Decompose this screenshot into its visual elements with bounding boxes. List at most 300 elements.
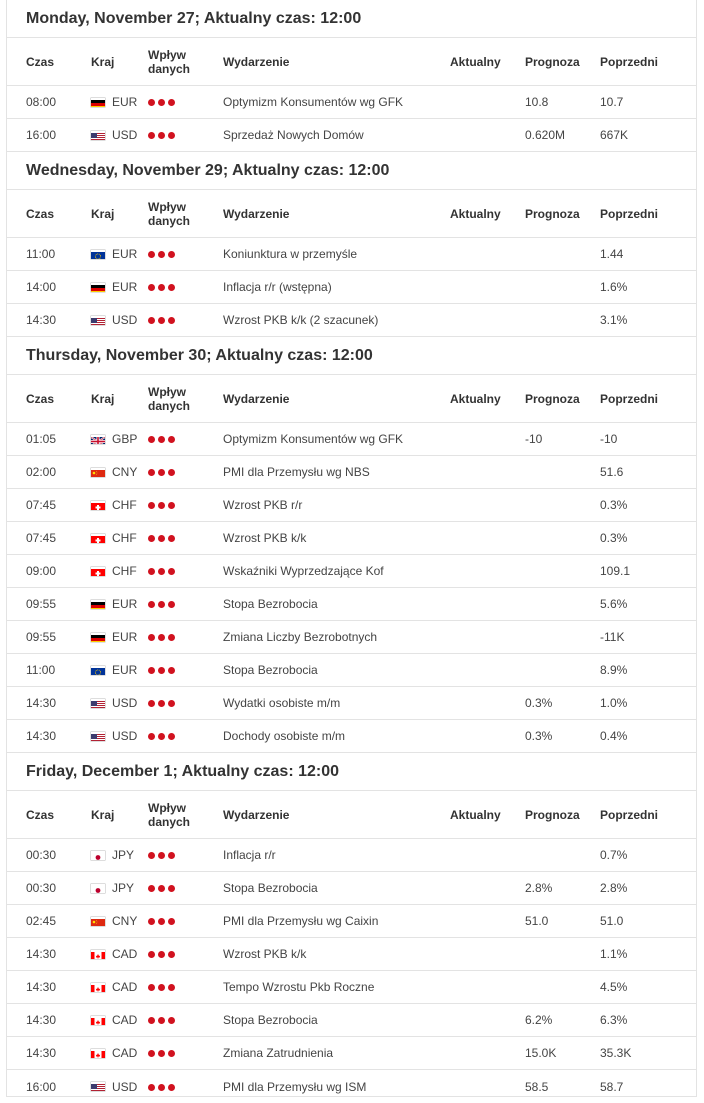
- event-previous: -11K: [600, 630, 625, 644]
- flag-gb-icon: [91, 435, 105, 444]
- impact-dot-icon: [168, 951, 175, 958]
- flag-cn-icon: [91, 917, 105, 926]
- flag-us-icon: [91, 1082, 105, 1091]
- impact-dot-icon: [158, 667, 165, 674]
- event-name[interactable]: Stopa Bezrobocia: [223, 663, 318, 677]
- impact-dot-icon: [168, 918, 175, 925]
- impact-dot-icon: [158, 601, 165, 608]
- event-row[interactable]: [7, 687, 696, 720]
- event-time: 14:30: [26, 1013, 57, 1027]
- currency-code: JPY: [112, 848, 135, 862]
- event-time: 14:30: [26, 980, 57, 994]
- flag-us-icon: [91, 732, 105, 741]
- event-country: [72, 630, 148, 644]
- event-forecast: 51.0: [525, 914, 549, 928]
- flag-jp-icon: [91, 884, 105, 893]
- impact-dot-icon: [158, 1084, 165, 1091]
- currency-code: CHF: [112, 531, 137, 545]
- event-name[interactable]: PMI dla Przemysłu wg ISM: [223, 1079, 367, 1094]
- impact-indicator: [148, 630, 223, 644]
- currency-code: EUR: [112, 280, 138, 294]
- event-row[interactable]: [7, 489, 696, 522]
- event-previous: 0.3%: [600, 498, 628, 512]
- impact-dot-icon: [158, 469, 165, 476]
- event-country: [72, 597, 148, 611]
- impact-indicator: [148, 663, 223, 677]
- event-row[interactable]: [7, 1004, 696, 1037]
- impact-dot-icon: [148, 667, 155, 674]
- impact-dot-icon: [168, 436, 175, 443]
- event-forecast: 6.2%: [525, 1013, 553, 1027]
- impact-dot-icon: [158, 132, 165, 139]
- currency-code: EUR: [112, 247, 138, 261]
- event-row[interactable]: [7, 839, 696, 872]
- col-event: Wydarzenie: [223, 807, 290, 822]
- flag-us-icon: [91, 699, 105, 708]
- event-name[interactable]: Inflacja r/r (wstępna): [223, 280, 332, 294]
- event-forecast: 0.3%: [525, 729, 553, 743]
- col-impact: [148, 200, 223, 228]
- event-name[interactable]: Stopa Bezrobocia: [223, 881, 318, 895]
- event-time: 14:30: [26, 729, 57, 743]
- event-row[interactable]: [7, 119, 696, 152]
- impact-dot-icon: [148, 99, 155, 106]
- impact-indicator: [148, 432, 223, 446]
- impact-indicator: [148, 247, 223, 261]
- event-row[interactable]: [7, 423, 696, 456]
- event-country: [72, 531, 148, 545]
- event-country: [72, 465, 148, 479]
- impact-dot-icon: [158, 251, 165, 258]
- event-name[interactable]: Wzrost PKB r/r: [223, 498, 303, 512]
- col-previous: Poprzedni: [600, 391, 659, 406]
- impact-dot-icon: [148, 251, 155, 258]
- flag-ch-icon: [91, 534, 105, 543]
- col-country: Kraj: [91, 391, 115, 406]
- event-name[interactable]: Inflacja r/r: [223, 848, 276, 862]
- currency-code: USD: [112, 128, 138, 142]
- event-time: 16:00: [26, 1079, 57, 1094]
- col-previous: Poprzedni: [600, 807, 659, 822]
- event-country: [72, 1046, 148, 1060]
- event-previous: 4.5%: [600, 980, 628, 994]
- event-name[interactable]: Wzrost PKB k/k: [223, 947, 307, 961]
- impact-indicator: [148, 980, 223, 994]
- event-name[interactable]: Zmiana Zatrudnienia: [223, 1046, 334, 1060]
- impact-dot-icon: [168, 1050, 175, 1057]
- impact-dot-icon: [158, 284, 165, 291]
- event-row[interactable]: [7, 86, 696, 119]
- impact-dot-icon: [148, 918, 155, 925]
- impact-indicator: [148, 531, 223, 545]
- impact-dot-icon: [158, 1050, 165, 1057]
- event-name[interactable]: Stopa Bezrobocia: [223, 597, 318, 611]
- impact-dot-icon: [148, 951, 155, 958]
- event-time: 14:30: [26, 313, 57, 327]
- currency-code: EUR: [112, 663, 138, 677]
- event-previous: 0.4%: [600, 729, 628, 743]
- currency-code: USD: [112, 1079, 138, 1094]
- event-time: 14:30: [26, 947, 57, 961]
- event-time: 07:45: [26, 498, 57, 512]
- event-row[interactable]: [7, 654, 696, 687]
- col-time: Czas: [26, 807, 55, 822]
- event-country: [72, 881, 148, 895]
- impact-dot-icon: [148, 984, 155, 991]
- event-time: 02:00: [26, 465, 57, 479]
- event-row[interactable]: [7, 238, 696, 271]
- impact-indicator: [148, 128, 223, 142]
- impact-dot-icon: [148, 469, 155, 476]
- col-time: Czas: [26, 206, 55, 221]
- col-actual: Aktualny: [450, 807, 501, 822]
- event-country: [72, 95, 148, 109]
- col-impact: [148, 801, 223, 829]
- event-previous: 6.3%: [600, 1013, 628, 1027]
- col-impact-line2: danych: [148, 213, 191, 228]
- flag-ca-icon: [91, 1016, 105, 1025]
- flag-ch-icon: [91, 567, 105, 576]
- impact-indicator: [148, 729, 223, 743]
- impact-indicator: [148, 881, 223, 895]
- col-country: Kraj: [91, 54, 115, 69]
- impact-dot-icon: [168, 700, 175, 707]
- impact-dot-icon: [158, 918, 165, 925]
- currency-code: EUR: [112, 597, 138, 611]
- col-event: Wydarzenie: [223, 54, 290, 69]
- event-time: 01:05: [26, 432, 57, 446]
- event-row[interactable]: [7, 1037, 696, 1070]
- event-row[interactable]: [7, 971, 696, 1004]
- impact-dot-icon: [158, 885, 165, 892]
- event-name[interactable]: Stopa Bezrobocia: [223, 1013, 318, 1027]
- event-previous: 1.0%: [600, 696, 628, 710]
- event-name[interactable]: Tempo Wzrostu Pkb Roczne: [223, 980, 375, 994]
- impact-dot-icon: [148, 535, 155, 542]
- event-name[interactable]: PMI dla Przemysłu wg NBS: [223, 465, 370, 479]
- impact-dot-icon: [148, 852, 155, 859]
- impact-dot-icon: [168, 667, 175, 674]
- impact-dot-icon: [158, 634, 165, 641]
- day-header: Friday, December 1; Aktualny czas: 12:00: [7, 753, 696, 791]
- currency-code: EUR: [112, 630, 138, 644]
- impact-dot-icon: [148, 317, 155, 324]
- col-impact: [148, 385, 223, 413]
- event-country: [72, 1080, 148, 1094]
- event-forecast: 0.620M: [525, 128, 566, 142]
- event-country: [72, 848, 148, 862]
- currency-code: CNY: [112, 914, 138, 928]
- event-country: [72, 1013, 148, 1027]
- impact-dot-icon: [158, 317, 165, 324]
- impact-indicator: [148, 1046, 223, 1060]
- event-previous: 1.1%: [600, 947, 628, 961]
- flag-de-icon: [91, 633, 105, 642]
- col-impact-line1: Wpływ: [148, 384, 186, 399]
- event-previous: 10.7: [600, 95, 624, 109]
- day-header: Monday, November 27; Aktualny czas: 12:00: [7, 0, 696, 38]
- impact-dot-icon: [148, 132, 155, 139]
- event-row[interactable]: [7, 905, 696, 938]
- event-previous: 667K: [600, 128, 629, 142]
- event-country: [72, 696, 148, 710]
- currency-code: JPY: [112, 881, 135, 895]
- col-forecast: Prognoza: [525, 391, 580, 406]
- impact-dot-icon: [158, 951, 165, 958]
- impact-dot-icon: [168, 469, 175, 476]
- impact-dot-icon: [168, 568, 175, 575]
- col-impact-line1: Wpływ: [148, 199, 186, 214]
- event-row[interactable]: [7, 588, 696, 621]
- event-time: 14:00: [26, 280, 57, 294]
- currency-code: CAD: [112, 947, 138, 961]
- event-forecast: 10.8: [525, 95, 549, 109]
- flag-ch-icon: [91, 501, 105, 510]
- event-forecast: 58.5: [525, 1079, 549, 1094]
- col-actual: Aktualny: [450, 206, 501, 221]
- flag-ca-icon: [91, 983, 105, 992]
- event-row[interactable]: [7, 522, 696, 555]
- col-time: Czas: [26, 54, 55, 69]
- impact-dot-icon: [158, 99, 165, 106]
- impact-dot-icon: [168, 601, 175, 608]
- impact-indicator: [148, 914, 223, 928]
- economic-calendar: [6, 0, 697, 1097]
- event-name[interactable]: Optymizm Konsumentów wg GFK: [223, 432, 404, 446]
- col-impact-line2: danych: [148, 61, 191, 76]
- impact-dot-icon: [168, 99, 175, 106]
- event-country: [72, 498, 148, 512]
- event-previous: 0.3%: [600, 531, 628, 545]
- col-previous: Poprzedni: [600, 206, 659, 221]
- event-time: 09:55: [26, 597, 57, 611]
- event-name[interactable]: Sprzedaż Nowych Domów: [223, 128, 364, 142]
- impact-dot-icon: [168, 284, 175, 291]
- col-forecast: Prognoza: [525, 807, 580, 822]
- impact-dot-icon: [148, 1017, 155, 1024]
- impact-dot-icon: [168, 132, 175, 139]
- impact-dot-icon: [168, 885, 175, 892]
- event-country: [72, 128, 148, 142]
- impact-dot-icon: [168, 1017, 175, 1024]
- currency-code: CHF: [112, 564, 137, 578]
- impact-indicator: [148, 465, 223, 479]
- impact-dot-icon: [148, 436, 155, 443]
- event-name[interactable]: Koniunktura w przemyśle: [223, 247, 358, 261]
- event-name[interactable]: PMI dla Przemysłu wg Caixin: [223, 914, 379, 928]
- impact-indicator: [148, 564, 223, 578]
- event-country: [72, 564, 148, 578]
- event-row[interactable]: [7, 456, 696, 489]
- impact-dot-icon: [158, 535, 165, 542]
- col-previous: Poprzedni: [600, 54, 659, 69]
- event-previous: -10: [600, 432, 618, 446]
- flag-de-icon: [91, 283, 105, 292]
- event-row[interactable]: [7, 621, 696, 654]
- impact-dot-icon: [158, 436, 165, 443]
- impact-dot-icon: [158, 700, 165, 707]
- event-country: [72, 729, 148, 743]
- col-country: Kraj: [91, 807, 115, 822]
- flag-de-icon: [91, 600, 105, 609]
- impact-dot-icon: [148, 700, 155, 707]
- event-time: 11:00: [26, 663, 56, 677]
- column-header-row: [7, 190, 696, 238]
- event-row[interactable]: [7, 720, 696, 753]
- impact-indicator: [148, 597, 223, 611]
- event-name[interactable]: Wydatki osobiste m/m: [223, 696, 341, 710]
- impact-dot-icon: [158, 502, 165, 509]
- impact-dot-icon: [158, 852, 165, 859]
- impact-dot-icon: [148, 1084, 155, 1091]
- currency-code: CAD: [112, 980, 138, 994]
- flag-us-icon: [91, 316, 105, 325]
- impact-indicator: [148, 313, 223, 327]
- event-time: 00:30: [26, 848, 57, 862]
- impact-dot-icon: [148, 634, 155, 641]
- impact-indicator: [148, 280, 223, 294]
- impact-dot-icon: [168, 1084, 175, 1091]
- col-time: Czas: [26, 391, 55, 406]
- event-previous: 0.7%: [600, 848, 628, 862]
- flag-eu-icon: [91, 666, 105, 675]
- col-impact-line1: Wpływ: [148, 800, 186, 815]
- col-event: Wydarzenie: [223, 206, 290, 221]
- event-row[interactable]: [7, 938, 696, 971]
- flag-ca-icon: [91, 950, 105, 959]
- currency-code: EUR: [112, 95, 138, 109]
- impact-dot-icon: [158, 568, 165, 575]
- impact-dot-icon: [148, 502, 155, 509]
- flag-jp-icon: [91, 851, 105, 860]
- event-previous: 51.0: [600, 914, 624, 928]
- impact-indicator: [148, 95, 223, 109]
- event-row[interactable]: [7, 555, 696, 588]
- event-previous: 51.6: [600, 465, 624, 479]
- event-row[interactable]: [7, 304, 696, 337]
- impact-indicator: [148, 947, 223, 961]
- column-header-row: [7, 38, 696, 86]
- col-event: Wydarzenie: [223, 391, 290, 406]
- event-time: 16:00: [26, 128, 57, 142]
- event-row[interactable]: [7, 872, 696, 905]
- impact-indicator: [148, 848, 223, 862]
- impact-dot-icon: [148, 284, 155, 291]
- event-country: [72, 313, 148, 327]
- currency-code: GBP: [112, 432, 138, 446]
- currency-code: CAD: [112, 1013, 138, 1027]
- col-forecast: Prognoza: [525, 54, 580, 69]
- event-name[interactable]: Optymizm Konsumentów wg GFK: [223, 95, 404, 109]
- impact-dot-icon: [168, 317, 175, 324]
- impact-dot-icon: [158, 733, 165, 740]
- col-impact-line2: danych: [148, 814, 191, 829]
- event-time: 09:55: [26, 630, 57, 644]
- event-name[interactable]: Zmiana Liczby Bezrobotnych: [223, 630, 378, 644]
- event-previous: 58.7: [600, 1079, 624, 1094]
- impact-dot-icon: [168, 634, 175, 641]
- event-country: [72, 247, 148, 261]
- flag-us-icon: [91, 131, 105, 140]
- currency-code: CNY: [112, 465, 138, 479]
- impact-dot-icon: [148, 733, 155, 740]
- impact-dot-icon: [168, 251, 175, 258]
- event-previous: 3.1%: [600, 313, 628, 327]
- event-previous: 8.9%: [600, 663, 628, 677]
- column-header-row: [7, 791, 696, 839]
- flag-ca-icon: [91, 1049, 105, 1058]
- impact-indicator: [148, 696, 223, 710]
- event-name[interactable]: Wzrost PKB k/k (2 szacunek): [223, 313, 379, 327]
- column-header-row: [7, 375, 696, 423]
- col-forecast: Prognoza: [525, 206, 580, 221]
- event-previous: 5.6%: [600, 597, 628, 611]
- impact-dot-icon: [168, 733, 175, 740]
- flag-cn-icon: [91, 468, 105, 477]
- event-previous: 35.3K: [600, 1046, 632, 1060]
- event-country: [72, 663, 148, 677]
- event-name[interactable]: Wskaźniki Wyprzedzające Kof: [223, 564, 384, 578]
- event-time: 14:30: [26, 696, 57, 710]
- col-impact: [148, 48, 223, 76]
- col-impact-line2: danych: [148, 398, 191, 413]
- impact-dot-icon: [158, 984, 165, 991]
- event-previous: 109.1: [600, 564, 631, 578]
- col-actual: Aktualny: [450, 391, 501, 406]
- impact-indicator: [148, 498, 223, 512]
- impact-dot-icon: [168, 852, 175, 859]
- event-country: [72, 980, 148, 994]
- event-forecast: 2.8%: [525, 881, 553, 895]
- impact-dot-icon: [148, 1050, 155, 1057]
- event-row[interactable]: [7, 1070, 696, 1103]
- event-forecast: -10: [525, 432, 543, 446]
- day-header: Thursday, November 30; Aktualny czas: 12:00: [7, 337, 696, 375]
- impact-dot-icon: [168, 984, 175, 991]
- event-forecast: 15.0K: [525, 1046, 557, 1060]
- event-row[interactable]: [7, 271, 696, 304]
- event-name[interactable]: Wzrost PKB k/k: [223, 531, 307, 545]
- event-previous: 2.8%: [600, 881, 628, 895]
- event-country: [72, 432, 148, 446]
- event-name[interactable]: Dochody osobiste m/m: [223, 729, 346, 743]
- col-impact-line1: Wpływ: [148, 47, 186, 62]
- event-time: 08:00: [26, 95, 57, 109]
- col-country: Kraj: [91, 206, 115, 221]
- event-time: 14:30: [26, 1046, 57, 1060]
- event-previous: 1.44: [600, 247, 624, 261]
- impact-dot-icon: [158, 1017, 165, 1024]
- flag-eu-icon: [91, 250, 105, 259]
- currency-code: USD: [112, 313, 138, 327]
- event-time: 00:30: [26, 881, 57, 895]
- impact-dot-icon: [148, 885, 155, 892]
- impact-indicator: [148, 1013, 223, 1027]
- impact-dot-icon: [168, 502, 175, 509]
- impact-indicator: [148, 1080, 223, 1094]
- event-country: [72, 280, 148, 294]
- day-header: Wednesday, November 29; Aktualny czas: 12:00: [7, 152, 696, 190]
- event-time: 02:45: [26, 914, 57, 928]
- impact-dot-icon: [148, 568, 155, 575]
- event-country: [72, 947, 148, 961]
- impact-dot-icon: [168, 535, 175, 542]
- impact-dot-icon: [148, 601, 155, 608]
- event-country: [72, 914, 148, 928]
- flag-de-icon: [91, 98, 105, 107]
- currency-code: CHF: [112, 498, 137, 512]
- currency-code: USD: [112, 696, 138, 710]
